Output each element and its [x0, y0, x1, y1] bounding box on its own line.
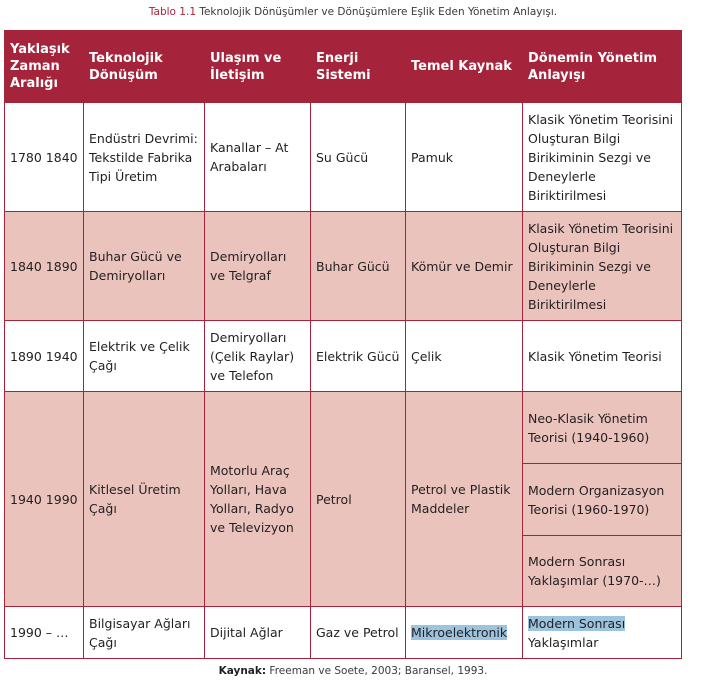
cell-energy: Gaz ve Petrol — [311, 607, 406, 659]
cell-management — [523, 607, 682, 659]
cell-management: Modern Organizasyon Teorisi (1960-1970) — [523, 464, 682, 536]
cell-resource — [406, 607, 523, 659]
header-resource: Temel Kaynak — [406, 31, 523, 103]
cell-period: 1780 1840 — [5, 103, 84, 212]
source-label: Kaynak: — [218, 665, 267, 677]
management-table — [4, 30, 682, 659]
cell-resource: Pamuk — [406, 103, 523, 212]
cell-resource: Petrol ve Plastik Maddeler — [406, 392, 523, 607]
cell-text: Yaklaşımlar — [528, 634, 599, 650]
cell-period: 1840 1890 — [5, 212, 84, 321]
cell-management: Klasik Yönetim Teorisini Oluşturan Bilgi Birikiminin Sezgi ve Deneylerle Biriktirilmesi — [523, 212, 682, 321]
cell-transport: Dijital Ağlar — [205, 607, 311, 659]
cell-management: Neo-Klasik Yönetim Teorisi (1940-1960) — [523, 392, 682, 464]
cell-management: Modern Sonrası Yaklaşımlar (1970-…) — [523, 536, 682, 607]
cell-period: 1890 1940 — [5, 321, 84, 392]
cell-tech: Bilgisayar Ağları Çağı — [84, 607, 205, 659]
cell-tech: Buhar Gücü ve Demiryolları — [84, 212, 205, 321]
cell-period: 1940 1990 — [5, 392, 84, 607]
cell-energy: Petrol — [311, 392, 406, 607]
header-tech: Teknolojik Dönüşüm — [84, 31, 205, 103]
header-period: Yaklaşık Zaman Aralığı — [5, 31, 84, 103]
header-energy: Enerji Sistemi — [311, 31, 406, 103]
header-row — [5, 31, 682, 103]
source-text: Freeman ve Soete, 2003; Baransel, 1993. — [266, 665, 488, 677]
cell-transport: Demiryolları ve Telgraf — [205, 212, 311, 321]
cell-management: Klasik Yönetim Teorisi — [523, 321, 682, 392]
header-transport: Ulaşım ve İletişim — [205, 31, 311, 103]
table-row — [5, 321, 682, 392]
cell-energy: Buhar Gücü — [311, 212, 406, 321]
highlighted-text: Modern Sonrası — [528, 615, 626, 631]
table-row — [5, 607, 682, 659]
cell-resource: Kömür ve Demir — [406, 212, 523, 321]
table-row — [5, 103, 682, 212]
cell-transport: Motorlu Araç Yolları, Hava Yolları, Radyo ve Televizyon — [205, 392, 311, 607]
table-row — [5, 392, 682, 464]
table-source — [0, 665, 706, 677]
cell-period: 1990 – … — [5, 607, 84, 659]
header-management: Dönemin Yönetim Anlayışı — [523, 31, 682, 103]
table-number: Tablo 1.1 — [148, 6, 196, 18]
cell-tech: Kitlesel Üretim Çağı — [84, 392, 205, 607]
table-caption — [0, 6, 706, 18]
cell-tech: Endüstri Devrimi: Tekstilde Fabrika Tipi Üretim — [84, 103, 205, 212]
cell-tech: Elektrik ve Çelik Çağı — [84, 321, 205, 392]
cell-transport: Demiryolları (Çelik Raylar) ve Telefon — [205, 321, 311, 392]
cell-energy: Elektrik Gücü — [311, 321, 406, 392]
cell-transport: Kanallar – At Arabaları — [205, 103, 311, 212]
table-row — [5, 212, 682, 321]
highlighted-text: Mikroelektronik — [411, 625, 508, 640]
table-title: Teknolojik Dönüşümler ve Dönüşümlere Eşlik Eden Yönetim Anlayışı. — [196, 6, 558, 18]
cell-energy: Su Gücü — [311, 103, 406, 212]
cell-resource: Çelik — [406, 321, 523, 392]
cell-management: Klasik Yönetim Teorisini Oluşturan Bilgi Birikiminin Sezgi ve Deneylerle Biriktirilmesi — [523, 103, 682, 212]
